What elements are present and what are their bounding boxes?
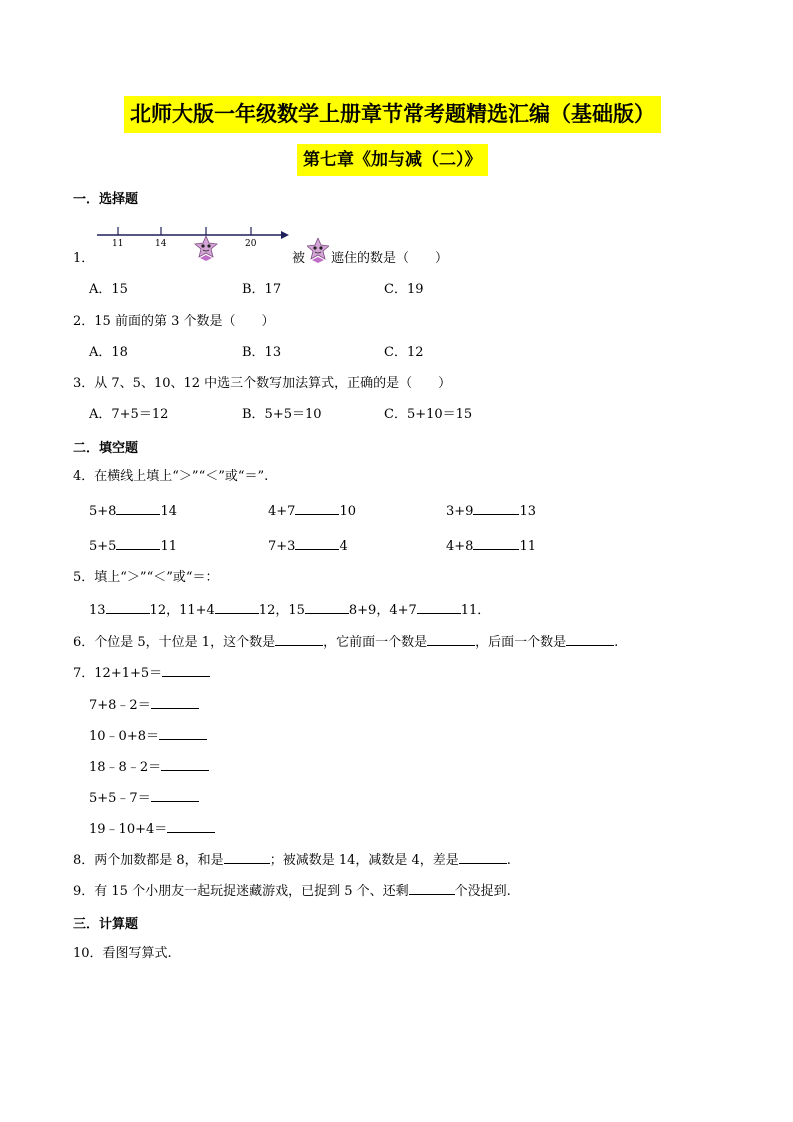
- option-a[interactable]: A．7+5＝12: [89, 407, 169, 422]
- page-title: 北师大版一年级数学上册章节常考题精选汇编（基础版）: [124, 96, 661, 133]
- question-10-text: 10．看图写算式.: [73, 946, 172, 961]
- answer-blank[interactable]: [473, 502, 519, 515]
- number-line: [95, 222, 295, 262]
- question-5-items: 13 12，11+4 12，15 8+9，4+7 11．: [89, 603, 491, 618]
- answer-blank[interactable]: [167, 820, 215, 833]
- question-8: 8．两个加数都是 8，和是 ；被减数是 14，减数是 4，差是 .: [73, 853, 511, 868]
- equation-item: 18﹣8﹣2＝: [89, 758, 209, 777]
- option-c[interactable]: C．19: [384, 282, 424, 297]
- option-a[interactable]: A．15: [89, 282, 128, 297]
- section-heading-fill: 二．填空题: [73, 441, 139, 456]
- answer-blank[interactable]: [295, 537, 339, 550]
- answer-blank[interactable]: [162, 664, 210, 677]
- answer-blank[interactable]: [106, 601, 150, 614]
- answer-blank[interactable]: [159, 727, 207, 740]
- star-face-icon: [307, 238, 329, 264]
- question-9: 9．有 15 个小朋友一起玩捉迷藏游戏，已捉到 5 个、还剩 个没捉到.: [73, 884, 511, 899]
- question-4-text: 4．在横线上填上“＞”“＜”或“＝”.: [73, 469, 269, 484]
- option-b[interactable]: B．13: [242, 345, 282, 360]
- answer-blank[interactable]: [116, 502, 160, 515]
- option-b[interactable]: B．5+5＝10: [242, 407, 322, 422]
- answer-blank[interactable]: [417, 601, 461, 614]
- compare-item: 5+5 11: [89, 539, 177, 554]
- equation-item: 19﹣10+4＝: [89, 820, 215, 839]
- answer-blank[interactable]: [409, 882, 455, 895]
- question-3-text: 3．从 7、5、10、12 中选三个数写加法算式，正确的是（ ）: [73, 376, 452, 391]
- chapter-title: 第七章《加与减（二）》: [297, 144, 488, 176]
- answer-blank[interactable]: [161, 758, 209, 771]
- compare-item: 7+3 4: [268, 539, 348, 554]
- tick-label: 11: [112, 239, 124, 249]
- compare-item: 5+8 14: [89, 504, 177, 519]
- answer-blank[interactable]: [295, 502, 339, 515]
- question-1-number: 1．: [73, 251, 95, 266]
- section-heading-choice: 一．选择题: [73, 192, 139, 207]
- option-c[interactable]: C．12: [384, 345, 424, 360]
- answer-blank[interactable]: [305, 601, 349, 614]
- equation-item: 10﹣0+8＝: [89, 727, 207, 746]
- tick-label: 20: [245, 239, 257, 249]
- question-6: 6．个位是 5，十位是 1，这个数是 ，它前面一个数是 ，后面一个数是 .: [73, 635, 619, 650]
- option-c[interactable]: C．5+10＝15: [384, 407, 473, 422]
- compare-item: 3+9 13: [446, 504, 536, 519]
- question-1-text-b: 遮住的数是（ ）: [331, 251, 449, 266]
- answer-blank[interactable]: [275, 633, 323, 646]
- answer-blank[interactable]: [151, 789, 199, 802]
- question-5-text: 5．填上“＞”“＜”或“＝：: [73, 570, 219, 585]
- tick-label: 14: [155, 239, 167, 249]
- question-2-text: 2．15 前面的第 3 个数是（ ）: [73, 314, 275, 329]
- answer-blank[interactable]: [473, 537, 519, 550]
- answer-blank[interactable]: [566, 633, 614, 646]
- option-b[interactable]: B．17: [242, 282, 282, 297]
- equation-item: 5+5﹣7＝: [89, 789, 199, 808]
- compare-item: 4+7 10: [268, 504, 356, 519]
- answer-blank[interactable]: [459, 851, 507, 864]
- option-a[interactable]: A．18: [89, 345, 128, 360]
- answer-blank[interactable]: [427, 633, 475, 646]
- section-heading-calc: 三．计算题: [73, 917, 139, 932]
- question-1-text-a: 被: [292, 251, 306, 266]
- answer-blank[interactable]: [151, 696, 199, 709]
- answer-blank[interactable]: [116, 537, 160, 550]
- answer-blank[interactable]: [215, 601, 259, 614]
- compare-item: 4+8 11: [446, 539, 536, 554]
- star-face-icon: [195, 236, 217, 261]
- equation-item: 7．12+1+5＝: [73, 664, 210, 683]
- answer-blank[interactable]: [224, 851, 270, 864]
- equation-item: 7+8﹣2＝: [89, 696, 199, 715]
